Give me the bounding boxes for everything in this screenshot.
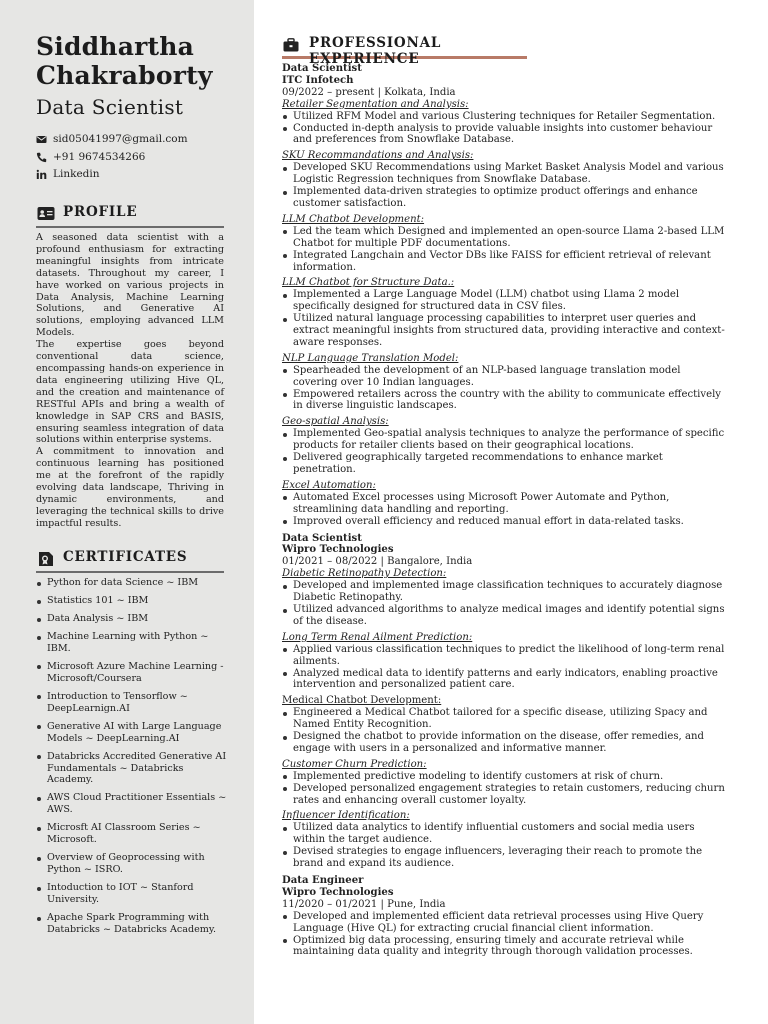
main-content xyxy=(254,0,768,1024)
certificate-item: Apache Spark Programming with Databricks ~ Databricks Academy. xyxy=(36,912,228,936)
project xyxy=(282,695,728,755)
certificate-item: Microsoft Azure Machine Learning - Microsoft/Coursera xyxy=(36,661,228,685)
bullet-item: Analyzed medical data to identify patterns and early indicators, enabling proactive intervention and personalized patient care. xyxy=(282,668,728,692)
project xyxy=(282,480,728,528)
bullet-item: Optimized big data processing, ensuring timely and accurate retrieval while maintaining data quality and integrity through thorough validation processes. xyxy=(282,935,728,959)
bullet-item: Delivered geographically targeted recommendations to enhance market penetration. xyxy=(282,452,728,476)
experience-list xyxy=(282,63,728,958)
certificate-item: Generative AI with Large Language Models ~ DeepLearning.AI xyxy=(36,721,228,745)
job-title: Data Scientist xyxy=(282,532,362,544)
project-bullets xyxy=(282,365,728,413)
project-title: Long Term Renal Ailment Prediction: xyxy=(282,631,473,643)
project-title: SKU Recommandations and Analysis: xyxy=(282,150,474,162)
profile-paragraph: A commitment to innovation and continuous learning has positioned me at the forefront of the rapidly evolving data landscape, Thriving in dynamic environments, and leveraging the technical skills to drive impactful results. xyxy=(36,446,224,529)
project-title: NLP Language Translation Model: xyxy=(282,352,459,364)
job-meta: 11/2020 – 01/2021 | Pune, India xyxy=(282,898,446,910)
certificates-list xyxy=(36,577,228,942)
bullet-item: Developed SKU Recommendations using Market Basket Analysis Model and various Logistic Regression techniques from Snowflake Database. xyxy=(282,162,728,186)
linkedin-link[interactable]: Linkedin xyxy=(53,168,100,180)
project xyxy=(282,416,728,476)
project xyxy=(282,150,728,210)
project-bullets xyxy=(282,822,728,870)
certificates-heading-text: CERTIFICATES xyxy=(63,549,188,565)
profile-heading xyxy=(36,204,224,228)
project xyxy=(282,353,728,413)
bullet-item: Engineered a Medical Chatbot tailored for a specific disease, utilizing Spacy and Named Entity Recognition. xyxy=(282,707,728,731)
bullet-item: Applied various classification techniques to predict the likelihood of long-term renal ailments. xyxy=(282,644,728,668)
contact-phone[interactable] xyxy=(36,151,145,163)
certificates-heading xyxy=(36,549,224,573)
profile-paragraph: A seasoned data scientist with a profound enthusiasm for extracting meaningful insights from intricate datasets. Throughout my career, I have worked on various projects in Data Analysis, Machine Learning Solutions, and Generative AI solutions, employing advanced LLM Models. xyxy=(36,232,224,339)
bullet-item: Empowered retailers across the country with the ability to communicate effectively in diverse linguistic landscapes. xyxy=(282,389,728,413)
project xyxy=(282,99,728,147)
project xyxy=(282,214,728,274)
bullet-item: Utilized advanced algorithms to analyze medical images and identify potential signs of the disease. xyxy=(282,604,728,628)
briefcase-icon xyxy=(283,37,299,51)
project-bullets xyxy=(282,162,728,210)
email-text[interactable]: sid05041997@gmail.com xyxy=(53,133,188,145)
project-title: Geo-spatial Analysis: xyxy=(282,416,389,428)
project-title: LLM Chatbot Development: xyxy=(282,213,425,225)
project-title: Diabetic Retinopathy Detection: xyxy=(282,568,447,580)
phone-icon xyxy=(36,152,47,163)
project xyxy=(282,277,728,348)
project-title: Customer Churn Prediction: xyxy=(282,758,427,770)
bullet-item: Implemented Geo-spatial analysis techniques to analyze the performance of specific products for retailer clients based on their geographical locations. xyxy=(282,428,728,452)
contact-email[interactable] xyxy=(36,133,188,145)
bullet-item: Developed and implemented efficient data retrieval processes using Hive Query Language (Hive QL) for extracting crucial financial client information. xyxy=(282,911,728,935)
project-title: Retailer Segmentation and Analysis: xyxy=(282,98,469,110)
bullet-item: Spearheaded the development of an NLP-based language translation model covering over 10 Indian languages. xyxy=(282,365,728,389)
project xyxy=(282,911,728,959)
certificate-item: Intoduction to IOT ~ Stanford University. xyxy=(36,882,228,906)
bullet-item: Devised strategies to engage influencers, leveraging their reach to promote the brand and expand its audience. xyxy=(282,846,728,870)
certificate-item: Machine Learning with Python ~ IBM. xyxy=(36,631,228,655)
project-title: LLM Chatbot for Structure Data.: xyxy=(282,277,455,289)
project-bullets xyxy=(282,707,728,755)
job-entry xyxy=(282,63,728,528)
project-title: Influencer Identification: xyxy=(282,810,410,822)
envelope-icon xyxy=(36,134,47,145)
project xyxy=(282,759,728,807)
experience-heading-text: PROFESSIONAL EXPERIENCE xyxy=(309,35,442,67)
job-entry xyxy=(282,875,728,958)
bullet-item: Implemented a Large Language Model (LLM) chatbot using Llama 2 model specifically designed for structured data in CSV files. xyxy=(282,289,728,313)
project-bullets xyxy=(282,111,728,147)
job-meta: 01/2021 – 08/2022 | Bangalore, India xyxy=(282,556,473,568)
bullet-item: Integrated Langchain and Vector DBs like FAISS for efficient retrieval of relevant information. xyxy=(282,250,728,274)
bullet-item: Conducted in-depth analysis to provide valuable insights into customer behaviour and preferences from Snowflake Database. xyxy=(282,123,728,147)
bullet-item: Automated Excel processes using Microsoft Power Automate and Python, streamlining data handling and reporting. xyxy=(282,492,728,516)
bullet-item: Utilized RFM Model and various Clustering techniques for Retailer Segmentation. xyxy=(282,111,728,123)
sidebar xyxy=(0,0,254,1024)
bullet-item: Led the team which Designed and implemented an open-source Llama 2-based LLM Chatbot for multiple PDF documentations. xyxy=(282,226,728,250)
project-bullets xyxy=(282,492,728,528)
linkedin-icon xyxy=(36,169,47,180)
experience-heading xyxy=(282,34,527,67)
project-title: Medical Chatbot Development: xyxy=(282,695,442,707)
project-bullets xyxy=(282,644,728,692)
bullet-item: Developed and implemented image classification techniques to accurately diagnose Diabetic Retinopathy. xyxy=(282,580,728,604)
candidate-title: Data Scientist xyxy=(36,95,184,119)
job-company: Wipro Technologies xyxy=(282,544,394,556)
job-meta: 09/2022 – present | Kolkata, India xyxy=(282,86,456,98)
certificate-icon xyxy=(37,551,55,566)
id-card-icon xyxy=(37,206,55,221)
certificate-item: Microsft AI Classroom Series ~ Microsoft. xyxy=(36,822,228,846)
phone-text: +91 9674534266 xyxy=(53,151,146,163)
profile-paragraph: The expertise goes beyond conventional data science, encompassing hands-on experience in data engineering utilizing Hive QL, and the creation and maintenance of RESTful APIs and bring a wealth of knowledge in SAP CRS and BASIS, ensuring seamless integration of data solutions within enterprise systems. xyxy=(36,339,224,446)
project-bullets xyxy=(282,226,728,274)
project-bullets xyxy=(282,580,728,628)
bullet-item: Utilized natural language processing capabilities to interpret user queries and extract meaningful insights from structured data, providing interactive and context-aware responses. xyxy=(282,313,728,349)
job-entry xyxy=(282,533,728,870)
project-bullets xyxy=(282,428,728,476)
project xyxy=(282,810,728,870)
profile-summary xyxy=(36,232,224,530)
certificate-item: Python for data Science ~ IBM xyxy=(36,577,228,589)
project-title: Excel Automation: xyxy=(282,479,376,491)
bullet-item: Developed personalized engagement strategies to retain customers, reducing churn rates and enhancing overall customer loyalty. xyxy=(282,783,728,807)
bullet-item: Designed the chatbot to provide information on the disease, offer remedies, and engage with users in a personalized and informative manner. xyxy=(282,731,728,755)
profile-heading-text: PROFILE xyxy=(63,204,138,220)
candidate-name: Siddhartha Chakraborty xyxy=(36,32,213,90)
job-company: ITC Infotech xyxy=(282,74,354,86)
project-bullets xyxy=(282,289,728,349)
project xyxy=(282,568,728,628)
job-company: Wipro Technologies xyxy=(282,886,394,898)
certificate-item: Introduction to Tensorflow ~ DeepLearnign.AI xyxy=(36,691,228,715)
bullet-item: Implemented data-driven strategies to optimize product offerings and enhance customer satisfaction. xyxy=(282,186,728,210)
project xyxy=(282,632,728,692)
project-bullets xyxy=(282,911,728,959)
job-title: Data Scientist xyxy=(282,63,362,74)
certificate-item: Statistics 101 ~ IBM xyxy=(36,595,228,607)
bullet-item: Improved overall efficiency and reduced manual effort in data-related tasks. xyxy=(282,516,728,528)
certificate-item: Overview of Geoprocessing with Python ~ ISRO. xyxy=(36,852,228,876)
certificate-item: Databricks Accredited Generative AI Fundamentals ~ Databricks Academy. xyxy=(36,751,228,787)
contact-linkedin[interactable] xyxy=(36,168,100,180)
project-bullets xyxy=(282,771,728,807)
bullet-item: Utilized data analytics to identify influential customers and social media users within the target audience. xyxy=(282,822,728,846)
certificate-item: AWS Cloud Practitioner Essentials ~ AWS. xyxy=(36,792,228,816)
job-title: Data Engineer xyxy=(282,875,364,886)
certificate-item: Data Analysis ~ IBM xyxy=(36,613,228,625)
bullet-item: Implemented predictive modeling to identify customers at risk of churn. xyxy=(282,771,728,783)
